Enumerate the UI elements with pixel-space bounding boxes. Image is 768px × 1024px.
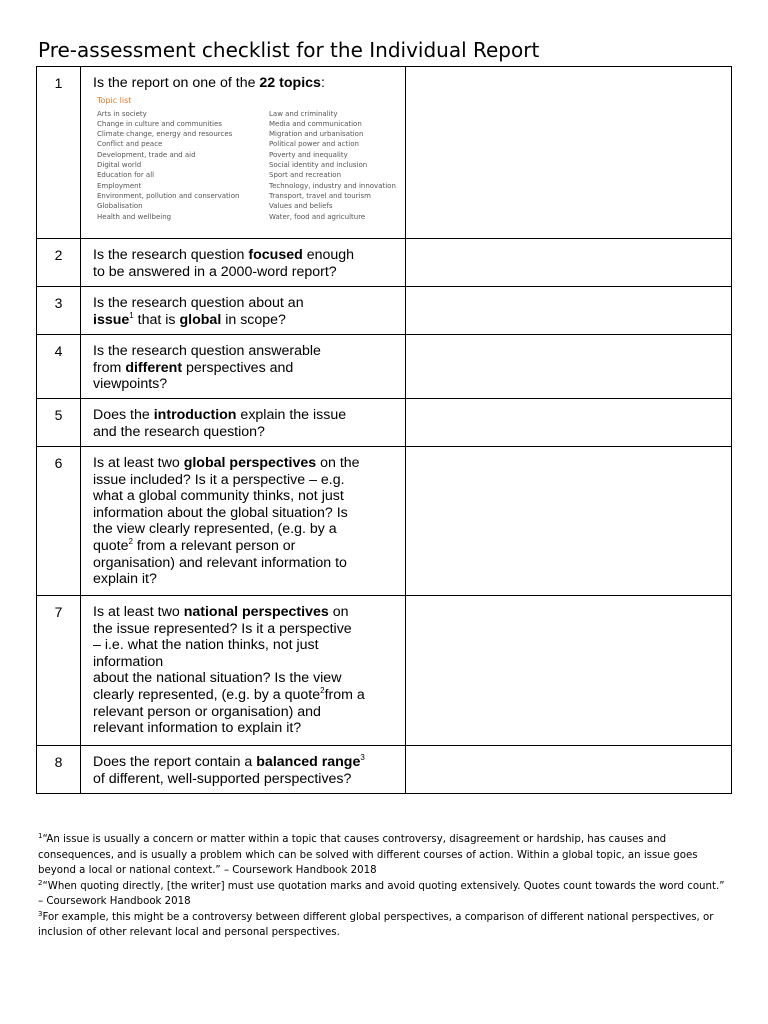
question-cell xyxy=(81,596,406,746)
question-text-part: relevant information to explain it? xyxy=(93,720,302,737)
question-text-part: viewpoints? xyxy=(93,376,168,393)
question-text-part: in scope? xyxy=(221,311,286,328)
question-emphasis: balanced range xyxy=(256,754,361,770)
question-text xyxy=(81,447,405,588)
topic-list-column-right xyxy=(269,109,396,222)
question-cell xyxy=(81,239,406,287)
question-emphasis: introduction xyxy=(153,407,237,423)
footnote-text: “An issue is usually a concern or matter within a topic that causes controversy, disagreement or hardship, has causes and consequences, and is usually a problem which can be solved with different courses of action. Within a global topic, an issue goes beyond a local or national context.” – Coursework Handbook 2018 xyxy=(38,834,698,876)
topic-item: Law and criminality xyxy=(269,109,338,118)
footnote-number: 3 xyxy=(38,909,43,918)
question-text-part: on the xyxy=(316,455,360,471)
question-text-part: Is the report on one of the xyxy=(93,75,260,91)
topic-item: Development, trade and aid xyxy=(97,150,196,159)
footnotes xyxy=(38,832,728,941)
topic-list-image xyxy=(93,96,399,226)
topic-item: Technology, industry and innovation xyxy=(269,181,396,190)
question-text-part: perspectives and xyxy=(182,359,294,376)
question-text-part: quote xyxy=(93,537,129,554)
footnote-text: For example, this might be a controversy between different global perspectives, a comparison of different national perspectives, or inclusion of other relevant local and personal perspectives. xyxy=(38,911,714,938)
question-text-part: relevant person or organisation) and xyxy=(93,703,321,720)
question-text-part: Is at least two xyxy=(93,604,184,620)
question-text-part: of different, well-supported perspectives? xyxy=(93,770,352,787)
answer-cell[interactable] xyxy=(406,67,732,239)
table-row xyxy=(37,447,732,596)
row-number: 5 xyxy=(54,407,63,423)
topic-item: Arts in society xyxy=(97,109,147,118)
row-number: 3 xyxy=(54,295,63,311)
topic-list-column-left xyxy=(97,109,239,222)
footnote xyxy=(38,832,728,879)
table-row xyxy=(37,596,732,746)
topic-item: Migration and urbanisation xyxy=(269,130,364,139)
topic-item: Employment xyxy=(97,181,142,190)
topic-item: Transport, travel and tourism xyxy=(269,191,371,200)
question-text-part: enough xyxy=(302,247,355,263)
topic-item: Social identity and inclusion xyxy=(269,161,368,170)
answer-cell[interactable] xyxy=(406,399,732,447)
question-text-part: from a xyxy=(324,686,365,703)
answer-cell[interactable] xyxy=(406,746,732,794)
table-row xyxy=(37,746,732,794)
question-text-part: clearly represented, (e.g. by a quote xyxy=(93,686,321,703)
question-text-part: issue included? Is it a perspective – e.g. xyxy=(93,471,345,488)
row-number-cell xyxy=(37,335,81,399)
topic-item: Education for all xyxy=(97,171,155,180)
answer-cell[interactable] xyxy=(406,596,732,746)
topic-item: Environment, pollution and conservation xyxy=(97,191,240,200)
row-number-cell xyxy=(37,67,81,239)
question-text xyxy=(81,335,405,393)
question-text-part: the view clearly represented, (e.g. by a xyxy=(93,521,337,538)
question-text-part: Does the xyxy=(93,407,154,423)
topic-item: Water, food and agriculture xyxy=(269,212,366,221)
question-cell xyxy=(81,335,406,399)
question-text-part: that is xyxy=(133,311,180,328)
topic-item: Conflict and peace xyxy=(97,140,163,149)
question-cell xyxy=(81,447,406,596)
question-text-part: Does the report contain a xyxy=(93,754,257,770)
footnote xyxy=(38,910,728,941)
row-number: 8 xyxy=(54,754,63,770)
question-text-part: explain it? xyxy=(93,571,157,588)
topic-item: Change in culture and communities xyxy=(97,119,222,128)
question-text-part: what a global community thinks, not just xyxy=(93,488,344,505)
topic-item: Values and beliefs xyxy=(269,202,333,211)
topic-item: Digital world xyxy=(97,161,142,170)
question-text-part: on xyxy=(328,604,349,620)
question-text xyxy=(81,239,405,280)
question-text-part: from xyxy=(93,359,126,376)
question-text-part: and the research question? xyxy=(93,423,265,440)
question-emphasis: global xyxy=(179,311,222,328)
answer-cell[interactable] xyxy=(406,287,732,335)
topic-item: Poverty and inequality xyxy=(269,150,348,159)
row-number-cell xyxy=(37,287,81,335)
answer-cell[interactable] xyxy=(406,239,732,287)
question-text-part: – i.e. what the nation thinks, not just xyxy=(93,637,319,654)
question-text-part: Is the research question answerable xyxy=(93,343,321,359)
table-row xyxy=(37,335,732,399)
question-emphasis: different xyxy=(125,359,183,376)
question-text-part: from a relevant person or xyxy=(132,537,296,554)
row-number: 4 xyxy=(54,343,63,359)
table-row xyxy=(37,67,732,239)
question-text-part: information about the global situation? Is xyxy=(93,504,348,521)
row-number-cell xyxy=(37,239,81,287)
footnote-marker: 2 xyxy=(320,685,325,695)
question-cell xyxy=(81,399,406,447)
question-text-part: : xyxy=(320,75,325,91)
question-emphasis: 22 topics xyxy=(259,75,321,91)
row-number-cell xyxy=(37,746,81,794)
table-row xyxy=(37,399,732,447)
footnote-marker: 1 xyxy=(129,310,134,320)
row-number: 7 xyxy=(54,604,63,620)
row-number-cell xyxy=(37,399,81,447)
footnote-number: 2 xyxy=(38,878,43,887)
question-emphasis: global perspectives xyxy=(183,455,317,471)
question-text-part: to be answered in a 2000-word report? xyxy=(93,263,337,280)
question-text xyxy=(81,596,405,737)
question-text xyxy=(81,67,405,92)
topic-item: Climate change, energy and resources xyxy=(97,130,233,139)
row-number: 2 xyxy=(54,247,63,263)
question-text-part: the issue represented? Is it a perspective xyxy=(93,620,352,637)
footnote-marker: 2 xyxy=(128,536,133,546)
checklist-table xyxy=(36,66,732,794)
question-text-part: explain the issue xyxy=(236,407,347,423)
question-text-part: information xyxy=(93,653,164,670)
table-row xyxy=(37,239,732,287)
row-number: 6 xyxy=(54,455,63,471)
topic-item: Health and wellbeing xyxy=(97,212,172,221)
question-text-part: Is the research question about an xyxy=(93,295,304,311)
answer-cell[interactable] xyxy=(406,335,732,399)
question-text-part: Is at least two xyxy=(93,455,184,471)
row-number-cell xyxy=(37,596,81,746)
question-text-part: organisation) and relevant information to xyxy=(93,554,347,571)
footnote-marker: 3 xyxy=(360,753,365,762)
topic-item: Political power and action xyxy=(269,140,359,149)
topic-item: Media and communication xyxy=(269,119,362,128)
question-text xyxy=(81,287,405,328)
question-emphasis: focused xyxy=(248,247,303,263)
footnote xyxy=(38,879,728,910)
page-title: Pre-assessment checklist for the Individual Report xyxy=(38,38,540,62)
question-text xyxy=(81,399,405,440)
table-row xyxy=(37,287,732,335)
footnote-text: “When quoting directly, [the writer] must use quotation marks and avoid quoting extensively. Quotes count towards the word count.” – Coursework Handbook 2018 xyxy=(38,880,725,907)
topic-item: Globalisation xyxy=(97,202,143,211)
question-emphasis: national perspectives xyxy=(183,604,329,620)
row-number-cell xyxy=(37,447,81,596)
topic-list-header: Topic list xyxy=(97,95,132,105)
question-cell xyxy=(81,746,406,794)
question-cell xyxy=(81,287,406,335)
answer-cell[interactable] xyxy=(406,447,732,596)
row-number: 1 xyxy=(54,75,63,91)
footnote-number: 1 xyxy=(38,832,43,840)
topic-item: Sport and recreation xyxy=(269,171,342,180)
question-text-part: about the national situation? Is the view xyxy=(93,670,342,687)
question-text xyxy=(81,746,405,787)
question-cell xyxy=(81,67,406,239)
question-emphasis: issue xyxy=(93,311,130,328)
question-text-part: Is the research question xyxy=(93,247,249,263)
